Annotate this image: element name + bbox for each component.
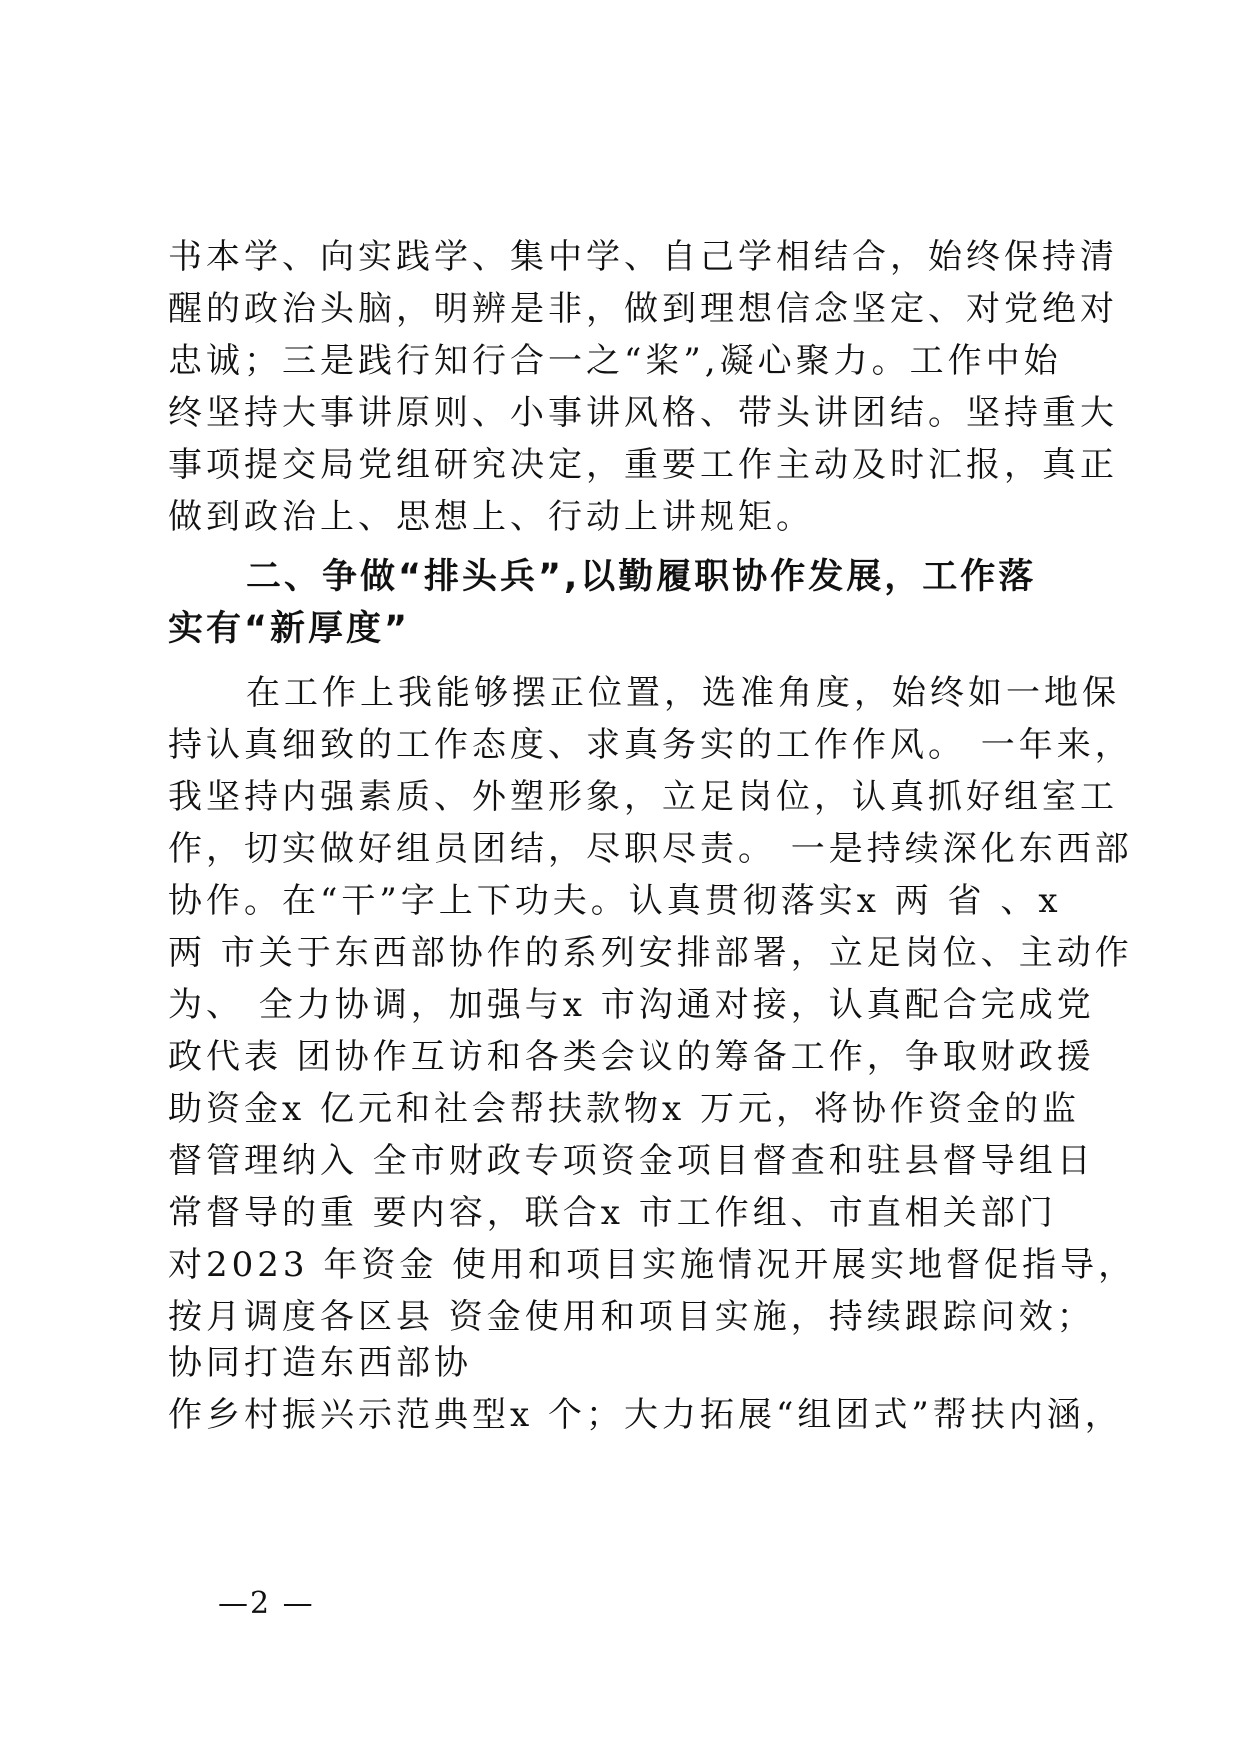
body-line: 忠诚；三是践行知行合一之“桨”,凝心聚力。工作中始 [168, 341, 1062, 381]
body-line: 我坚持内强素质、外塑形象，立足岗位，认真抓好组室工 [168, 777, 1118, 817]
body-line: 持认真细致的工作态度、求真务实的工作作风。 一年来， [168, 725, 1133, 765]
section-heading: 二、争做“排头兵”,以勤履职协作发展，工作落 [246, 557, 1037, 597]
body-line: 醒的政治头脑，明辨是非，做到理想信念坚定、对党绝对 [168, 289, 1118, 329]
body-line: 作，切实做好组员团结，尽职尽责。 一是持续深化东西部 [168, 829, 1133, 869]
body-line: 按月调度各区县 资金使用和项目实施，持续跟踪问效； [168, 1297, 1095, 1337]
body-line: 为、 全力协调，加强与x 市沟通对接，认真配合完成党 [168, 985, 1095, 1025]
body-line: 两 市关于东西部协作的系列安排部署，立足岗位、主动作 [168, 933, 1133, 973]
page-number: —2 — [218, 1586, 315, 1621]
body-line: 助资金x 亿元和社会帮扶款物x 万元，将协作资金的监 [168, 1089, 1080, 1129]
body-line: 书本学、向实践学、集中学、自己学相结合，始终保持清 [168, 237, 1118, 277]
body-line: 终坚持大事讲原则、小事讲风格、带头讲团结。坚持重大 [168, 393, 1118, 433]
body-line: 作乡村振兴示范典型x 个；大力拓展“组团式”帮扶内涵， [168, 1395, 1123, 1435]
section-heading: 实有“新厚度” [168, 609, 411, 649]
body-line: 做到政治上、思想上、行动上讲规矩。 [168, 497, 814, 537]
body-line: 协同打造东西部协 [168, 1343, 472, 1383]
body-line: 在工作上我能够摆正位置，选准角度，始终如一地保 [246, 673, 1120, 713]
body-line: 政代表 团协作互访和各类会议的筹备工作，争取财政援 [168, 1037, 1095, 1077]
body-line: 事项提交局党组研究决定，重要工作主动及时汇报，真正 [168, 445, 1118, 485]
body-line: 常督导的重 要内容，联合x 市工作组、市直相关部门 [168, 1193, 1057, 1233]
body-line: 协作。在“干”字上下功夫。认真贯彻落实x 两 省 、x [168, 881, 1062, 921]
body-line: 对2023 年资金 使用和项目实施情况开展实地督促指导， [168, 1245, 1137, 1285]
body-line: 督管理纳入 全市财政专项资金项目督查和驻县督导组日 [168, 1141, 1095, 1181]
